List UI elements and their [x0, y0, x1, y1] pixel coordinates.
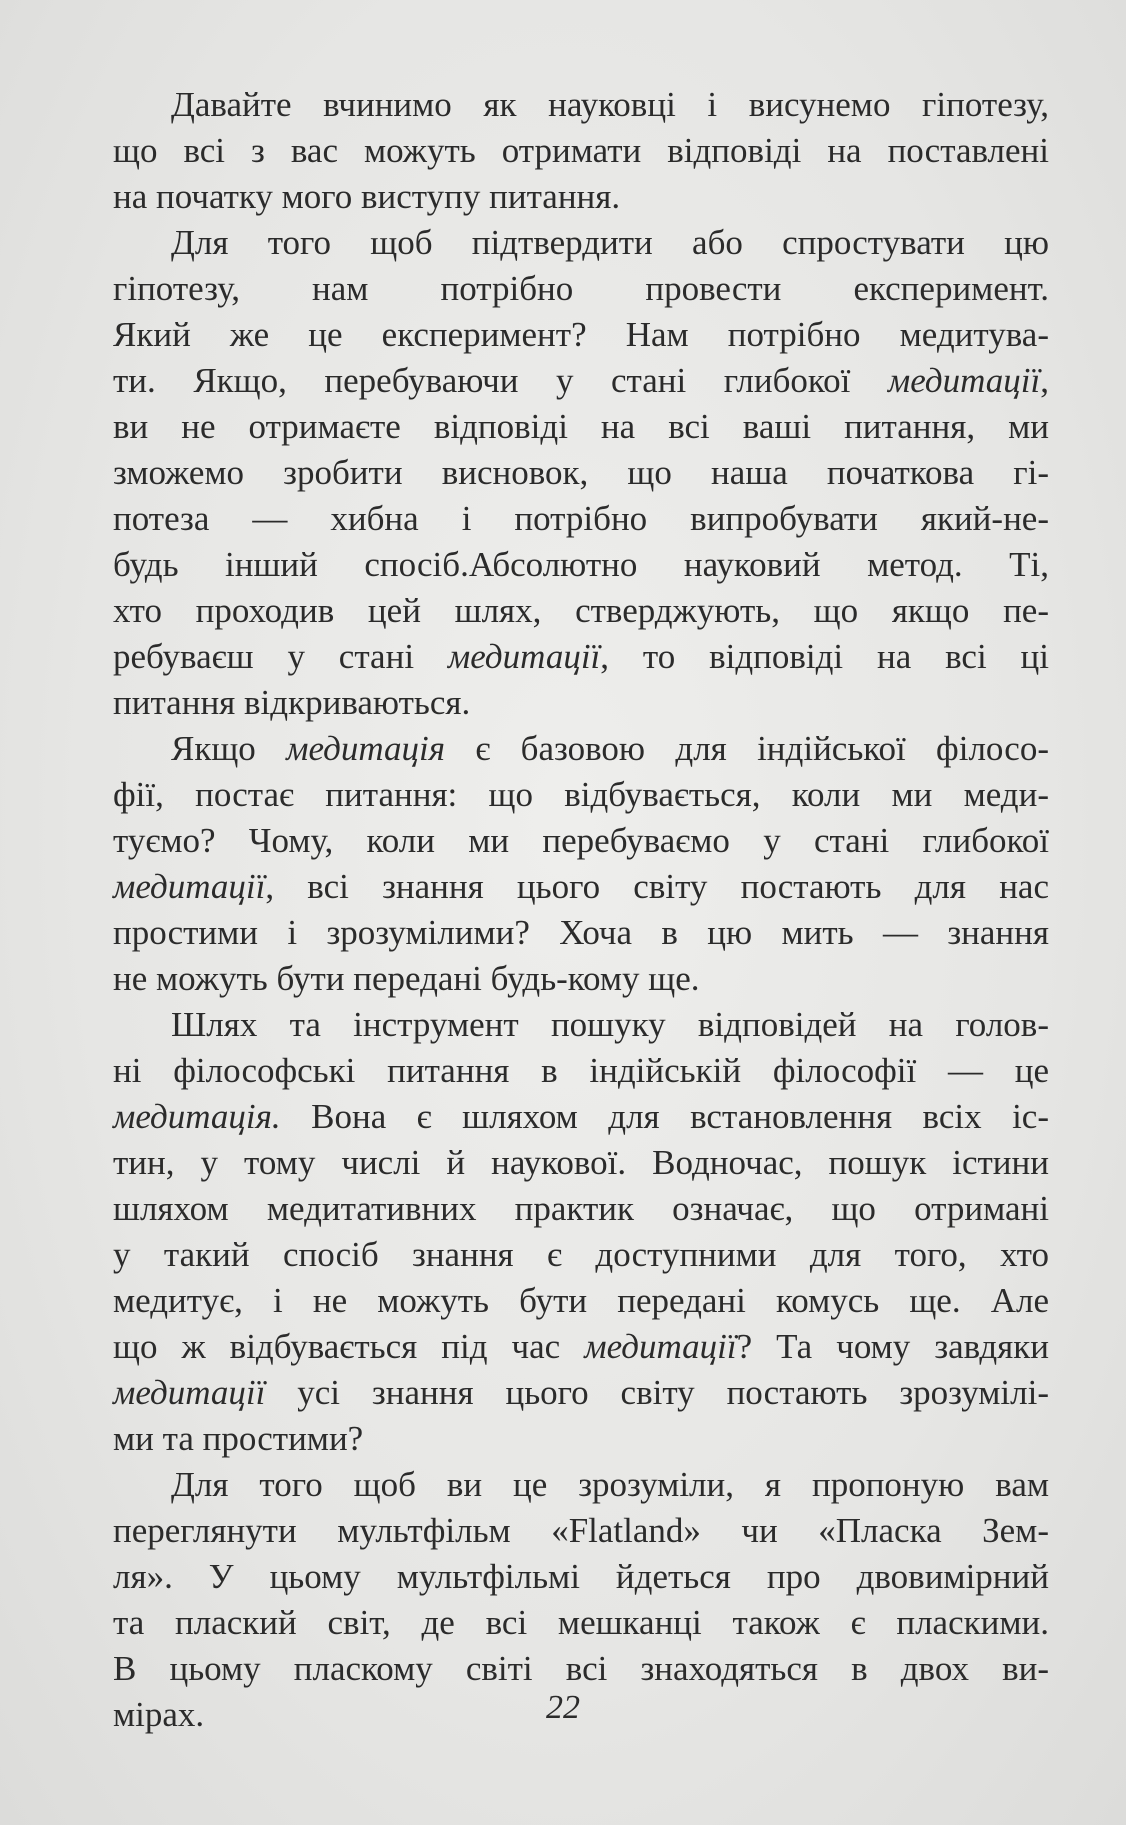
- text-segment: гіпотезу, нам потрібно провести експеримент.: [113, 269, 1049, 308]
- text-segment: Давайте вчинимо як науковці і висунемо гіпотезу,: [171, 85, 1049, 124]
- text-segment: що ж відбувається під час: [113, 1327, 585, 1366]
- text-segment: будь інший спосіб.Абсолютно науковий метод. Ті,: [113, 545, 1049, 584]
- text-line: [113, 404, 1049, 450]
- text-segment: є базовою для індійської філосо-: [445, 729, 1049, 768]
- text-line: [113, 634, 1049, 680]
- text-line: [113, 1600, 1049, 1646]
- italic-term: медитація.: [113, 1097, 281, 1136]
- text-segment: простими і зрозумілими? Хоча в цю мить — знання: [113, 913, 1049, 952]
- text-line: [113, 818, 1049, 864]
- text-segment: Для того щоб ви це зрозуміли, я пропоную вам: [171, 1465, 1049, 1504]
- text-line: [113, 1048, 1049, 1094]
- text-line: [113, 1140, 1049, 1186]
- italic-term: медитації: [113, 1373, 266, 1412]
- text-line: [113, 1324, 1049, 1370]
- text-segment: Шлях та інструмент пошуку відповідей на голов-: [171, 1005, 1049, 1044]
- italic-term: медитації: [447, 637, 601, 676]
- text-line: [113, 956, 1049, 1002]
- text-line: [113, 496, 1049, 542]
- text-segment: хто проходив цей шлях, стверджують, що якщо пе-: [113, 591, 1049, 630]
- text-line: [113, 1232, 1049, 1278]
- text-line: [113, 542, 1049, 588]
- text-segment: ви не отримаєте відповіді на всі ваші питання, ми: [113, 407, 1049, 446]
- text-segment: ребуваєш у стані: [113, 637, 448, 676]
- text-segment: що всі з вас можуть отримати відповіді на поставлені: [113, 131, 1049, 170]
- page-number: 22: [546, 1689, 580, 1726]
- paragraph: [113, 726, 1049, 1002]
- text-line: [113, 1186, 1049, 1232]
- text-segment: зможемо зробити висновок, що наша початкова гі-: [113, 453, 1049, 492]
- text-segment: В цьому пласкому світі всі знаходяться в двох ви-: [113, 1649, 1049, 1688]
- text-line: [113, 358, 1049, 404]
- text-line: [113, 1554, 1049, 1600]
- paragraph: [113, 1002, 1049, 1462]
- paragraph: [113, 220, 1049, 726]
- text-segment: Який же це експеримент? Нам потрібно медитува-: [113, 315, 1049, 354]
- text-line: [113, 1462, 1049, 1508]
- text-segment: не можуть бути передані будь-кому ще.: [113, 959, 700, 998]
- text-line: [113, 772, 1049, 818]
- text-segment: питання відкриваються.: [113, 683, 471, 722]
- italic-term: медитації: [113, 867, 266, 906]
- paragraph: [113, 82, 1049, 220]
- text-line: [113, 1094, 1049, 1140]
- italic-term: медитації: [887, 361, 1041, 400]
- italic-term: медитації: [584, 1327, 737, 1366]
- text-line: [113, 588, 1049, 634]
- text-line: [113, 266, 1049, 312]
- text-segment: ? Та чому завдяки: [736, 1327, 1049, 1366]
- text-segment: ,: [1040, 361, 1049, 400]
- text-line: [113, 174, 1049, 220]
- text-line: [113, 1416, 1049, 1462]
- text-line: [113, 1370, 1049, 1416]
- text-segment: Вона є шляхом для встановлення всіх іс-: [280, 1097, 1049, 1136]
- text-segment: медитує, і не можуть бути передані комусь ще. Але: [113, 1281, 1049, 1320]
- text-line: [113, 864, 1049, 910]
- text-line: [113, 1508, 1049, 1554]
- text-segment: фії, постає питання: що відбувається, коли ми меди-: [113, 775, 1049, 814]
- text-line: [113, 1278, 1049, 1324]
- text-line: [113, 450, 1049, 496]
- text-segment: та плаский світ, де всі мешканці також є пласкими.: [113, 1603, 1049, 1642]
- text-line: [113, 220, 1049, 266]
- text-line: [113, 128, 1049, 174]
- text-segment: ля». У цьому мультфільмі йдеться про двовимірний: [113, 1557, 1049, 1596]
- text-segment: , то відповіді на всі ці: [600, 637, 1050, 676]
- text-line: [113, 312, 1049, 358]
- text-segment: переглянути мультфільм «Flatland» чи «Пласка Зем-: [113, 1511, 1049, 1550]
- text-segment: у такий спосіб знання є доступними для того, хто: [113, 1235, 1049, 1274]
- text-line: [113, 910, 1049, 956]
- text-segment: тин, у тому числі й наукової. Водночас, пошук істини: [113, 1143, 1049, 1182]
- text-segment: мірах.: [113, 1695, 205, 1734]
- text-segment: ні філософські питання в індійській філософії — це: [113, 1051, 1049, 1090]
- body-text: [113, 82, 1049, 1738]
- text-segment: потеза — хибна і потрібно випробувати який-не-: [113, 499, 1049, 538]
- text-segment: ти. Якщо, перебуваючи у стані глибокої: [113, 361, 888, 400]
- text-segment: на початку мого виступу питання.: [113, 177, 621, 216]
- text-line: [113, 680, 1049, 726]
- text-segment: Якщо: [171, 729, 287, 768]
- text-segment: ми та простими?: [113, 1419, 364, 1458]
- text-line: [113, 726, 1049, 772]
- text-line: [113, 1002, 1049, 1048]
- text-line: [113, 1646, 1049, 1692]
- text-segment: шляхом медитативних практик означає, що отримані: [113, 1189, 1049, 1228]
- italic-term: медитація: [286, 729, 446, 768]
- text-segment: туємо? Чому, коли ми перебуваємо у стані глибокої: [113, 821, 1049, 860]
- text-segment: усі знання цього світу постають зрозумілі-: [265, 1373, 1049, 1412]
- text-segment: , всі знання цього світу постають для нас: [265, 867, 1049, 906]
- text-segment: Для того щоб підтвердити або спростувати цю: [171, 223, 1049, 262]
- text-line: [113, 82, 1049, 128]
